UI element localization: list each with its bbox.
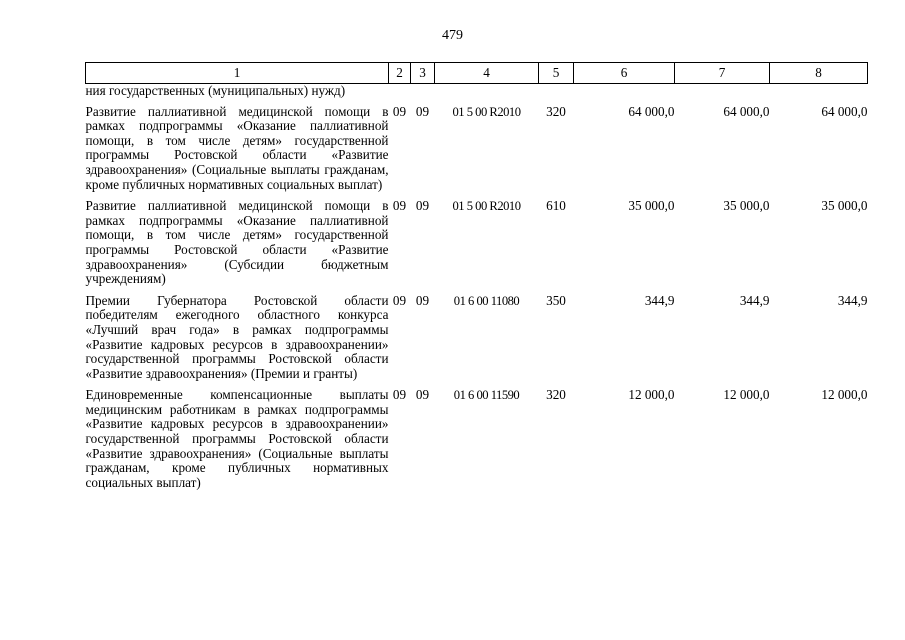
row-section: 09 — [392, 292, 407, 308]
table-row — [86, 388, 868, 497]
row-subsection: 09 — [415, 103, 430, 119]
row-section: 09 — [392, 198, 407, 214]
row-description: Развитие паллиативной медицинской помощи в рамках подпрограммы «Оказание паллиативной помощи, в том числе детям» государственной программы Ростовской области «Развитие здравоохранения» (Социальные выплаты гражданам, кроме публичных нормативных социальных выплат) — [85, 103, 389, 192]
row-description: Развитие паллиативной медицинской помощи в рамках подпрограммы «Оказание паллиативной помощи, в том числе детям» государственной программы Ростовской области «Развитие здравоохранения» (Субсидии бюджетным учреждениям) — [85, 198, 389, 287]
header-col-1: 1 — [86, 63, 389, 84]
row-subsection: 09 — [415, 198, 430, 214]
row-amount-col7: 12 000,0 — [723, 387, 770, 403]
row-amount-col7: 344,9 — [739, 292, 770, 308]
row-expense-type: 320 — [546, 103, 566, 119]
table-row — [86, 105, 868, 200]
header-col-7: 7 — [675, 63, 770, 84]
header-col-6: 6 — [574, 63, 675, 84]
header-col-8: 8 — [770, 63, 868, 84]
row-amount-col6: 64 000,0 — [628, 103, 675, 119]
table-row — [86, 199, 868, 294]
row-section: 09 — [392, 103, 407, 119]
continuation-row — [86, 84, 868, 105]
row-subsection: 09 — [415, 387, 430, 403]
header-col-3: 3 — [411, 63, 435, 84]
row-description: Единовременные компенсационные выплаты медицинским работникам в рамках подпрограммы «Развитие кадровых ресурсов в здравоохранении» государственной программы Ростовской области «Развитие здравоохранения» (Социальные выплаты гражданам, кроме публичных нормативных социальных выплат) — [85, 387, 389, 490]
row-amount-col8: 35 000,0 — [821, 198, 868, 214]
row-target-code: 01 6 00 11590 — [453, 388, 520, 403]
page-number: 479 — [442, 28, 463, 43]
budget-table — [85, 62, 868, 497]
row-target-code: 01 5 00 R2010 — [452, 199, 521, 214]
row-expense-type: 610 — [546, 198, 566, 214]
row-expense-type: 350 — [546, 292, 566, 308]
row-amount-col8: 344,9 — [837, 292, 868, 308]
header-col-2: 2 — [389, 63, 411, 84]
row-subsection: 09 — [415, 292, 430, 308]
row-target-code: 01 6 00 11080 — [453, 293, 520, 308]
row-amount-col6: 12 000,0 — [628, 387, 675, 403]
continuation-text: ния государственных (муниципальных) нужд) — [85, 83, 346, 98]
row-amount-col8: 64 000,0 — [821, 103, 868, 119]
row-target-code: 01 5 00 R2010 — [452, 104, 521, 119]
row-amount-col6: 344,9 — [644, 292, 675, 308]
row-amount-col7: 64 000,0 — [723, 103, 770, 119]
header-col-5: 5 — [539, 63, 574, 84]
header-row — [86, 63, 868, 84]
header-col-4: 4 — [435, 63, 539, 84]
row-description: Премии Губернатора Ростовской области победителям ежегодного областного конкурса «Лучший врач года» в рамках подпрограммы «Развитие кадровых ресурсов в здравоохранении» государственной программы Ростовской области «Развитие здравоохранения» (Премии и гранты) — [85, 292, 389, 381]
row-expense-type: 320 — [546, 387, 566, 403]
row-amount-col7: 35 000,0 — [723, 198, 770, 214]
row-amount-col8: 12 000,0 — [821, 387, 868, 403]
row-amount-col6: 35 000,0 — [628, 198, 675, 214]
table-row — [86, 294, 868, 389]
row-section: 09 — [392, 387, 407, 403]
